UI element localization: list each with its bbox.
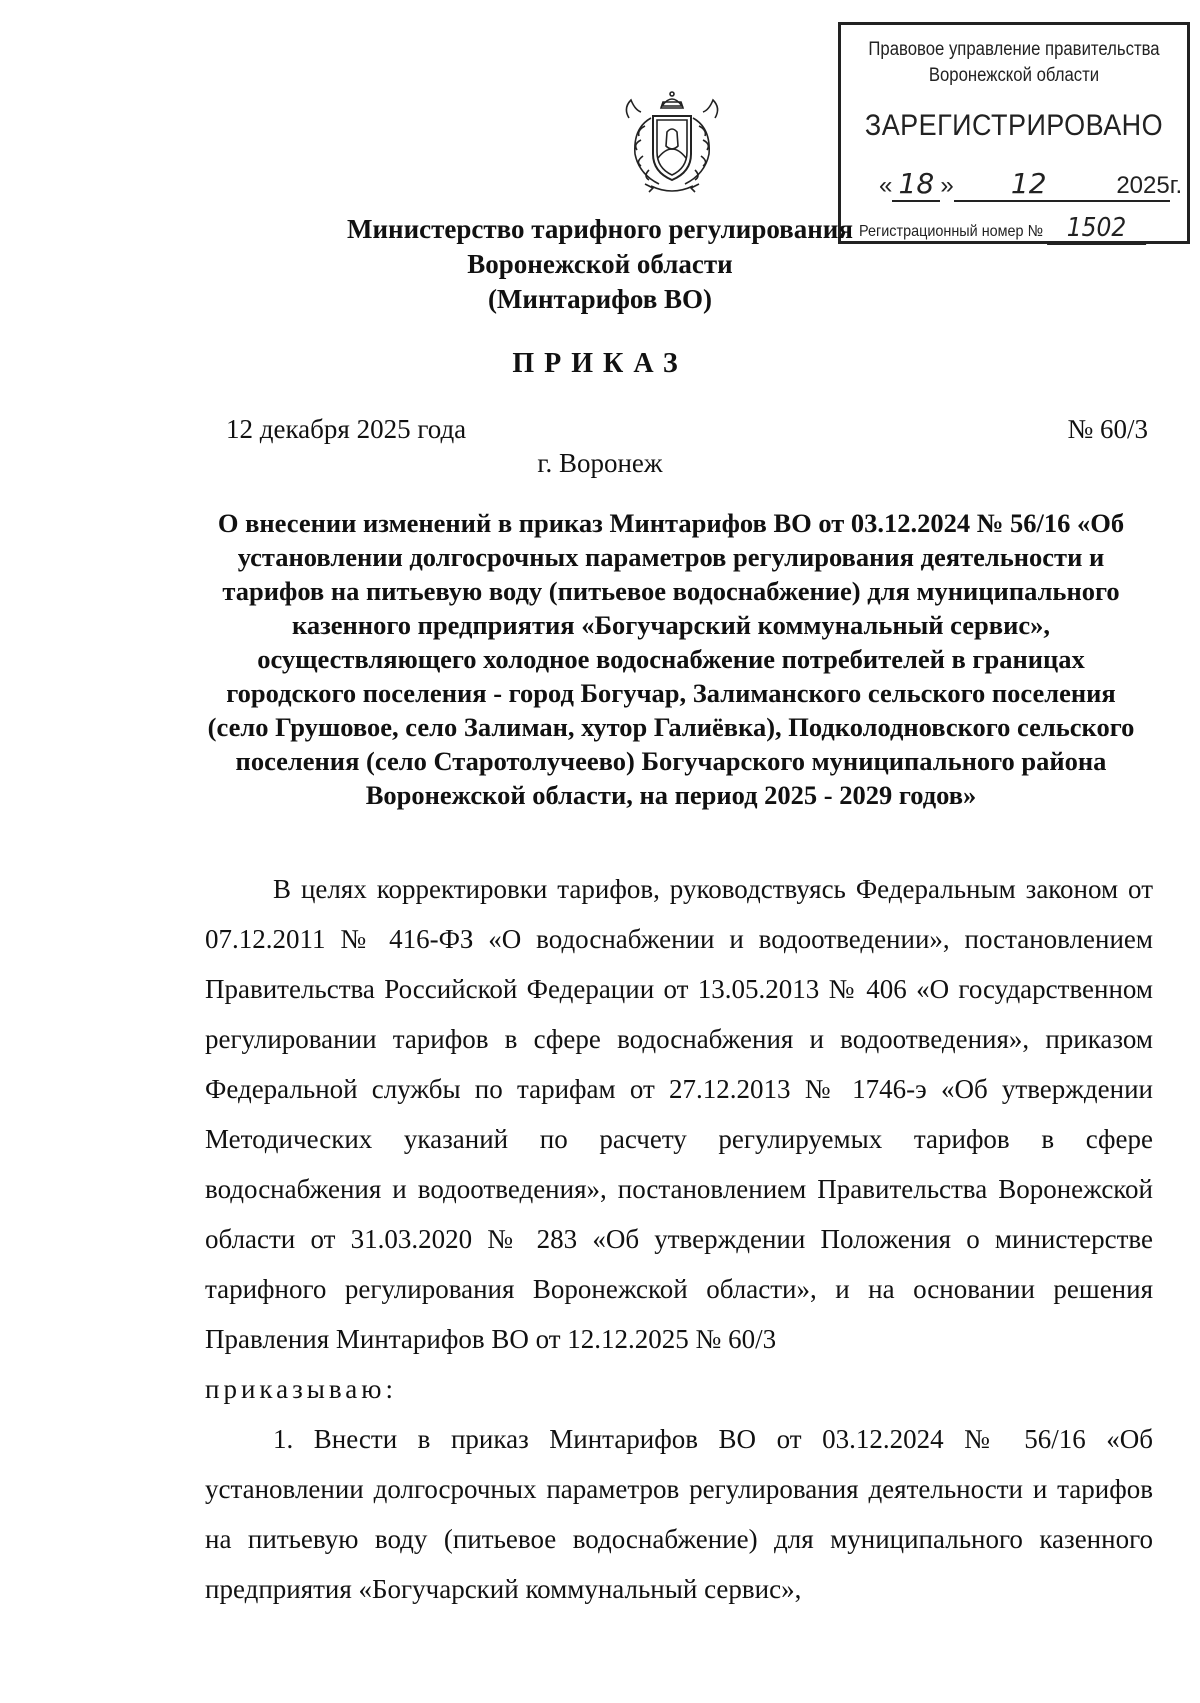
registration-stamp <box>838 22 1190 244</box>
document-body <box>205 864 1153 1614</box>
stamp-registered-label: ЗАРЕГИСТРИРОВАНО <box>864 109 1164 142</box>
stamp-month: 12 <box>954 167 1104 202</box>
document-type: ПРИКАЗ <box>512 348 688 379</box>
ministry-name <box>0 212 1200 317</box>
ministry-line2: Воронежской области <box>467 249 733 279</box>
stamp-date <box>879 167 1182 202</box>
document-date: 12 декабря 2025 года <box>226 414 467 444</box>
document-city: г. Воронеж <box>537 448 663 478</box>
ministry-abbreviation: (Минтарифов ВО) <box>487 284 713 314</box>
document-number: № 60/3 <box>1067 414 1148 444</box>
stamp-number-label: Регистрационный номер № <box>859 223 1044 240</box>
stamp-year-suffix: г. <box>1169 172 1183 199</box>
item-1-paragraph: 1. Внести в приказ Минтарифов ВО от 03.12.2024 № 56/16 «Об установлении долгосрочных параметров регулирования деятельности и тарифов на питьевую воду (питьевое водоснабжение) для муниципального казенного предприятия «Богучарский коммунальный сервис», <box>205 1424 1153 1604</box>
document-title: О внесении изменений в приказ Минтарифов ВО от 03.12.2024 № 56/16 «Об установлении долгосрочных параметров регулирования деятельности и тарифов на питьевую воду (питьевое водоснабжение) для муниципального казенного предприятия «Богучарский коммунальный сервис», осуществляющего холодное водоснабжение потребителей в границах городского поселения - город Богучар, Залиманского сельского поселения (село Грушовое, село Залиман, хутор Галиёвка), Подколодновского сельского поселения (село Старотолучеево) Богучарского муниципального района Воронежской области, на период 2025 - 2029 годов» <box>207 508 1135 810</box>
stamp-number-value: 1502 <box>1047 213 1146 245</box>
stamp-open-quote: « <box>879 172 893 199</box>
coat-of-arms-icon <box>615 88 729 198</box>
stamp-organization <box>862 37 1166 89</box>
stamp-year: 2025 <box>1104 172 1170 202</box>
ministry-line1: Министерство тарифного регулирования <box>347 214 853 244</box>
stamp-close-quote: » <box>940 172 954 199</box>
stamp-org-line2: Воронежской области <box>928 65 1100 86</box>
preamble-paragraph: В целях корректировки тарифов, руководствуясь Федеральным законом от 07.12.2011 № 416-ФЗ «О водоснабжении и водоотведении», постановлением Правительства Российской Федерации от 13.05.2013 № 406 «О государственном регулировании тарифов в сфере водоснабжения и водоотведения», приказом Федеральной службы по тарифам от 27.12.2013 № 1746-э «Об утверждении Методических указаний по расчету регулируемых тарифов в сфере водоснабжения и водоотведения», постановлением Правительства Воронежской области от 31.03.2020 № 283 «Об утверждении Положения о министерстве тарифного регулирования Воронежской области», и на основании решения Правления Минтарифов ВО от 12.12.2025 № 60/3 <box>205 874 1153 1354</box>
stamp-org-line1: Правовое управление правительства <box>868 39 1160 60</box>
order-word: приказываю: <box>205 1374 397 1404</box>
stamp-day: 18 <box>892 167 940 202</box>
